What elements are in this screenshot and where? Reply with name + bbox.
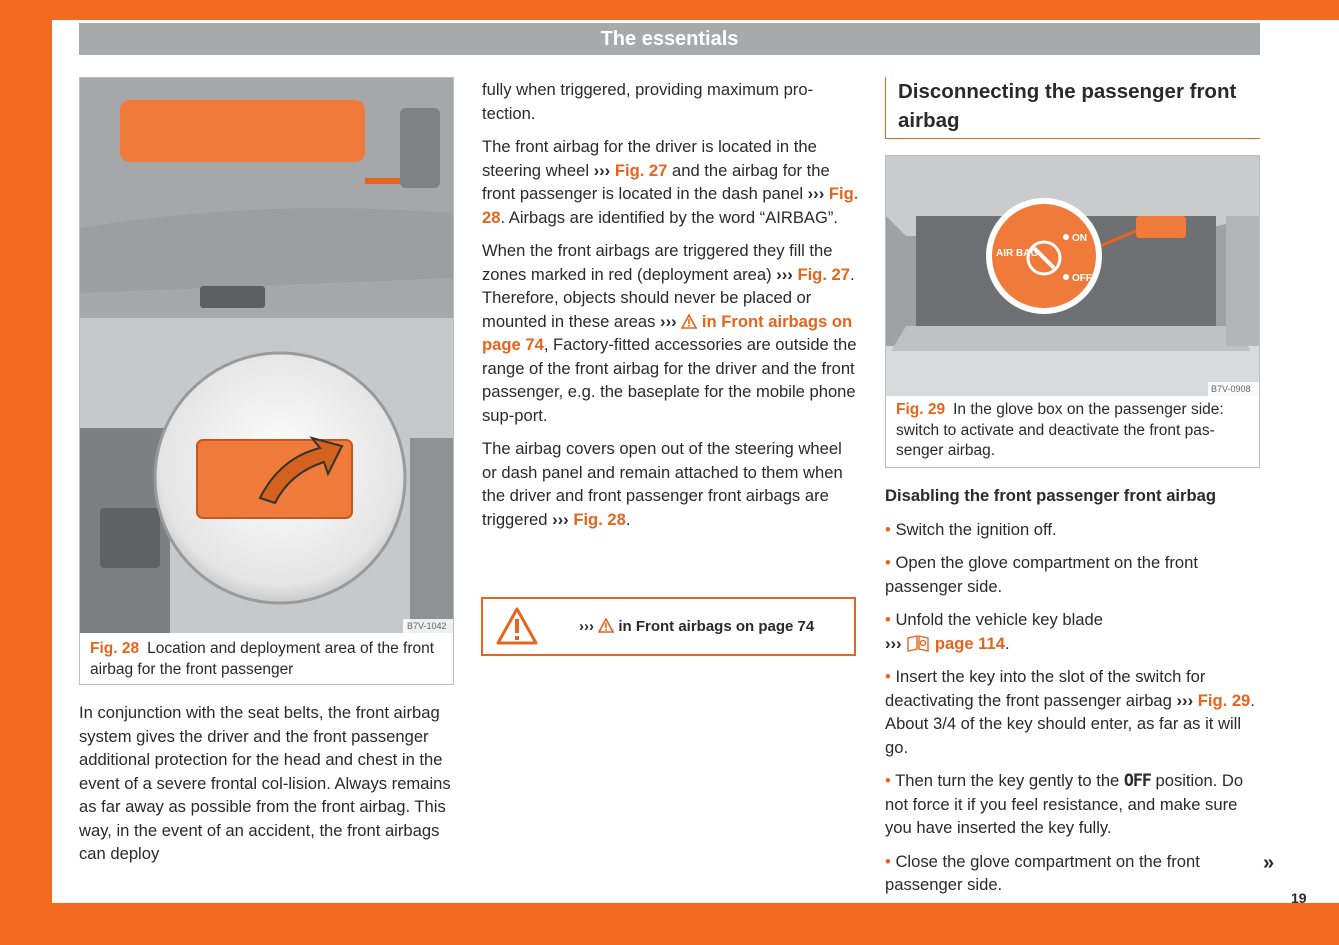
figure-29-caption-text: In the glove box on the passenger side: switch to activate and deactivate the front pas-senger airbag. (896, 401, 1224, 459)
step-2 (885, 551, 1263, 598)
fig-28-link[interactable]: Fig. 28 (573, 509, 626, 529)
figure-28-caption-text: Location and deployment area of the front airbag for the front passenger (90, 640, 435, 678)
step-5-text-b: position. Do not force it if you feel resistance, and make sure you have inserted the key fully. (885, 771, 1244, 837)
warning-box (481, 597, 856, 656)
col3-subhead: Disabling the front passenger front airbag (885, 486, 1216, 505)
col2-paragraph-1: fully when triggered, providing maximum pro-tection. (482, 80, 814, 123)
figure-29-image (886, 156, 1259, 396)
book-reference-icon (906, 634, 930, 652)
warning-triangle-icon (681, 314, 697, 329)
warning-triangle-icon (495, 606, 539, 646)
section-title: Disconnecting the passenger front airbag (885, 77, 1260, 139)
warning-box-text[interactable] (579, 618, 814, 636)
bullet-dot: • (885, 851, 891, 871)
ref-arrows: ››› (776, 264, 793, 284)
col2-paragraph-4 (482, 437, 860, 531)
column-2-text (482, 78, 860, 541)
figure-29-label: Fig. 29 (896, 401, 946, 418)
col2-p4-text-a: The airbag covers open out of the steering wheel or dash panel and remain attached to them when the driver and front passenger front airbags are triggered (482, 439, 843, 529)
switch-off-label: OFF (1072, 273, 1092, 284)
figure-29 (885, 155, 1260, 468)
step-5-text-a: Then turn the key gently to the (895, 771, 1124, 790)
warning-box-link: in Front airbags on page 74 (618, 618, 815, 635)
column-1-text (79, 701, 454, 876)
fig-28-link[interactable]: Fig. 28 (482, 184, 859, 227)
bullet-dot: • (885, 771, 891, 790)
fig-27-link[interactable]: Fig. 27 (797, 264, 850, 284)
figure-28-label: Fig. 28 (90, 640, 140, 657)
ref-arrows: ››› (660, 311, 677, 331)
bullet-dot: • (885, 610, 891, 629)
warning-triangle-icon (598, 618, 614, 633)
step-1-text: Switch the ignition off. (895, 519, 1057, 539)
step-3: • Unfold the vehicle key blade ››› page 114. (885, 610, 1103, 653)
ref-arrows: ››› (885, 633, 902, 653)
col2-paragraph-2 (482, 135, 860, 229)
figure-29-code: B7V-0908 (1211, 384, 1251, 394)
page-number: 19 (1291, 890, 1307, 906)
col2-p3-text-a: When the front airbags are triggered they fill the zones marked in red (deployment area) (482, 241, 833, 284)
step-5 (885, 769, 1263, 840)
col1-paragraph-1: In conjunction with the seat belts, the front airbag system gives the driver and the front passenger additional protection for the head and chest in the event of a severe frontal col-lision. Always remains as far away as possible from the front airbag. This way, in the event of an accident, the front airbags can deploy (79, 703, 451, 863)
step-3-text: Unfold the vehicle key blade (895, 610, 1103, 629)
step-4 (885, 665, 1263, 759)
bullet-dot: • (885, 519, 891, 539)
switch-on-label: ON (1072, 233, 1087, 244)
ref-arrows: ››› (552, 509, 569, 529)
step-4-text-b: . About 3/4 of the key should enter, as far as it will go. (885, 690, 1255, 757)
col2-p3-text-b: . Therefore, objects should never be placed or mounted in these areas (482, 264, 855, 331)
column-3-text (885, 484, 1263, 907)
figure-28-caption (80, 633, 453, 680)
col2-p4-text-b: . (625, 509, 631, 529)
page-header: The essentials (79, 23, 1260, 55)
col2-p2-text-c: . Airbags are identified by the word “AIRBAG”. (500, 207, 839, 227)
front-airbags-warning-link[interactable]: in Front airbags on page 74 (482, 311, 853, 354)
ref-arrows: ››› (807, 184, 825, 203)
off-position-label: OFF (1123, 771, 1151, 790)
step-1 (885, 518, 1263, 542)
figure-28 (79, 77, 454, 685)
switch-airbag-label: AIR BAG (996, 248, 1039, 259)
step-6-text: Close the glove compartment on the front passenger side. (885, 851, 1200, 894)
step-6 (885, 850, 1263, 897)
continue-mark: » (1263, 852, 1275, 874)
fig-27-link[interactable]: Fig. 27 (614, 160, 668, 180)
step-4-text-a: Insert the key into the slot of the switch for deactivating the front passenger airbag (885, 667, 1206, 710)
col2-p3-text-c: , Factory-fitted accessories are outside the range of the front airbag for the driver and the front passenger, e.g. the baseplate for the mobile phone sup-port. (482, 335, 857, 425)
figure-28-image (80, 78, 453, 633)
col2-p2-text-a: The front airbag for the driver is located in the steering wheel (482, 137, 817, 180)
ref-arrows: ››› (1176, 690, 1194, 710)
bullet-dot: • (885, 667, 891, 686)
ref-arrows: ››› (579, 618, 594, 635)
page-114-link[interactable]: page 114 (934, 633, 1005, 653)
figure-29-caption (886, 396, 1259, 462)
col2-p2-text-b: and the airbag for the front passenger is located in the dash panel (482, 160, 830, 203)
figure-28-code: B7V-1042 (407, 621, 447, 631)
step-2-text: Open the glove compartment on the front passenger side. (885, 553, 1198, 596)
fig-29-link[interactable]: Fig. 29 (1197, 690, 1251, 710)
bullet-dot: • (885, 553, 891, 572)
col2-paragraph-3 (482, 239, 860, 427)
ref-arrows: ››› (593, 160, 611, 180)
